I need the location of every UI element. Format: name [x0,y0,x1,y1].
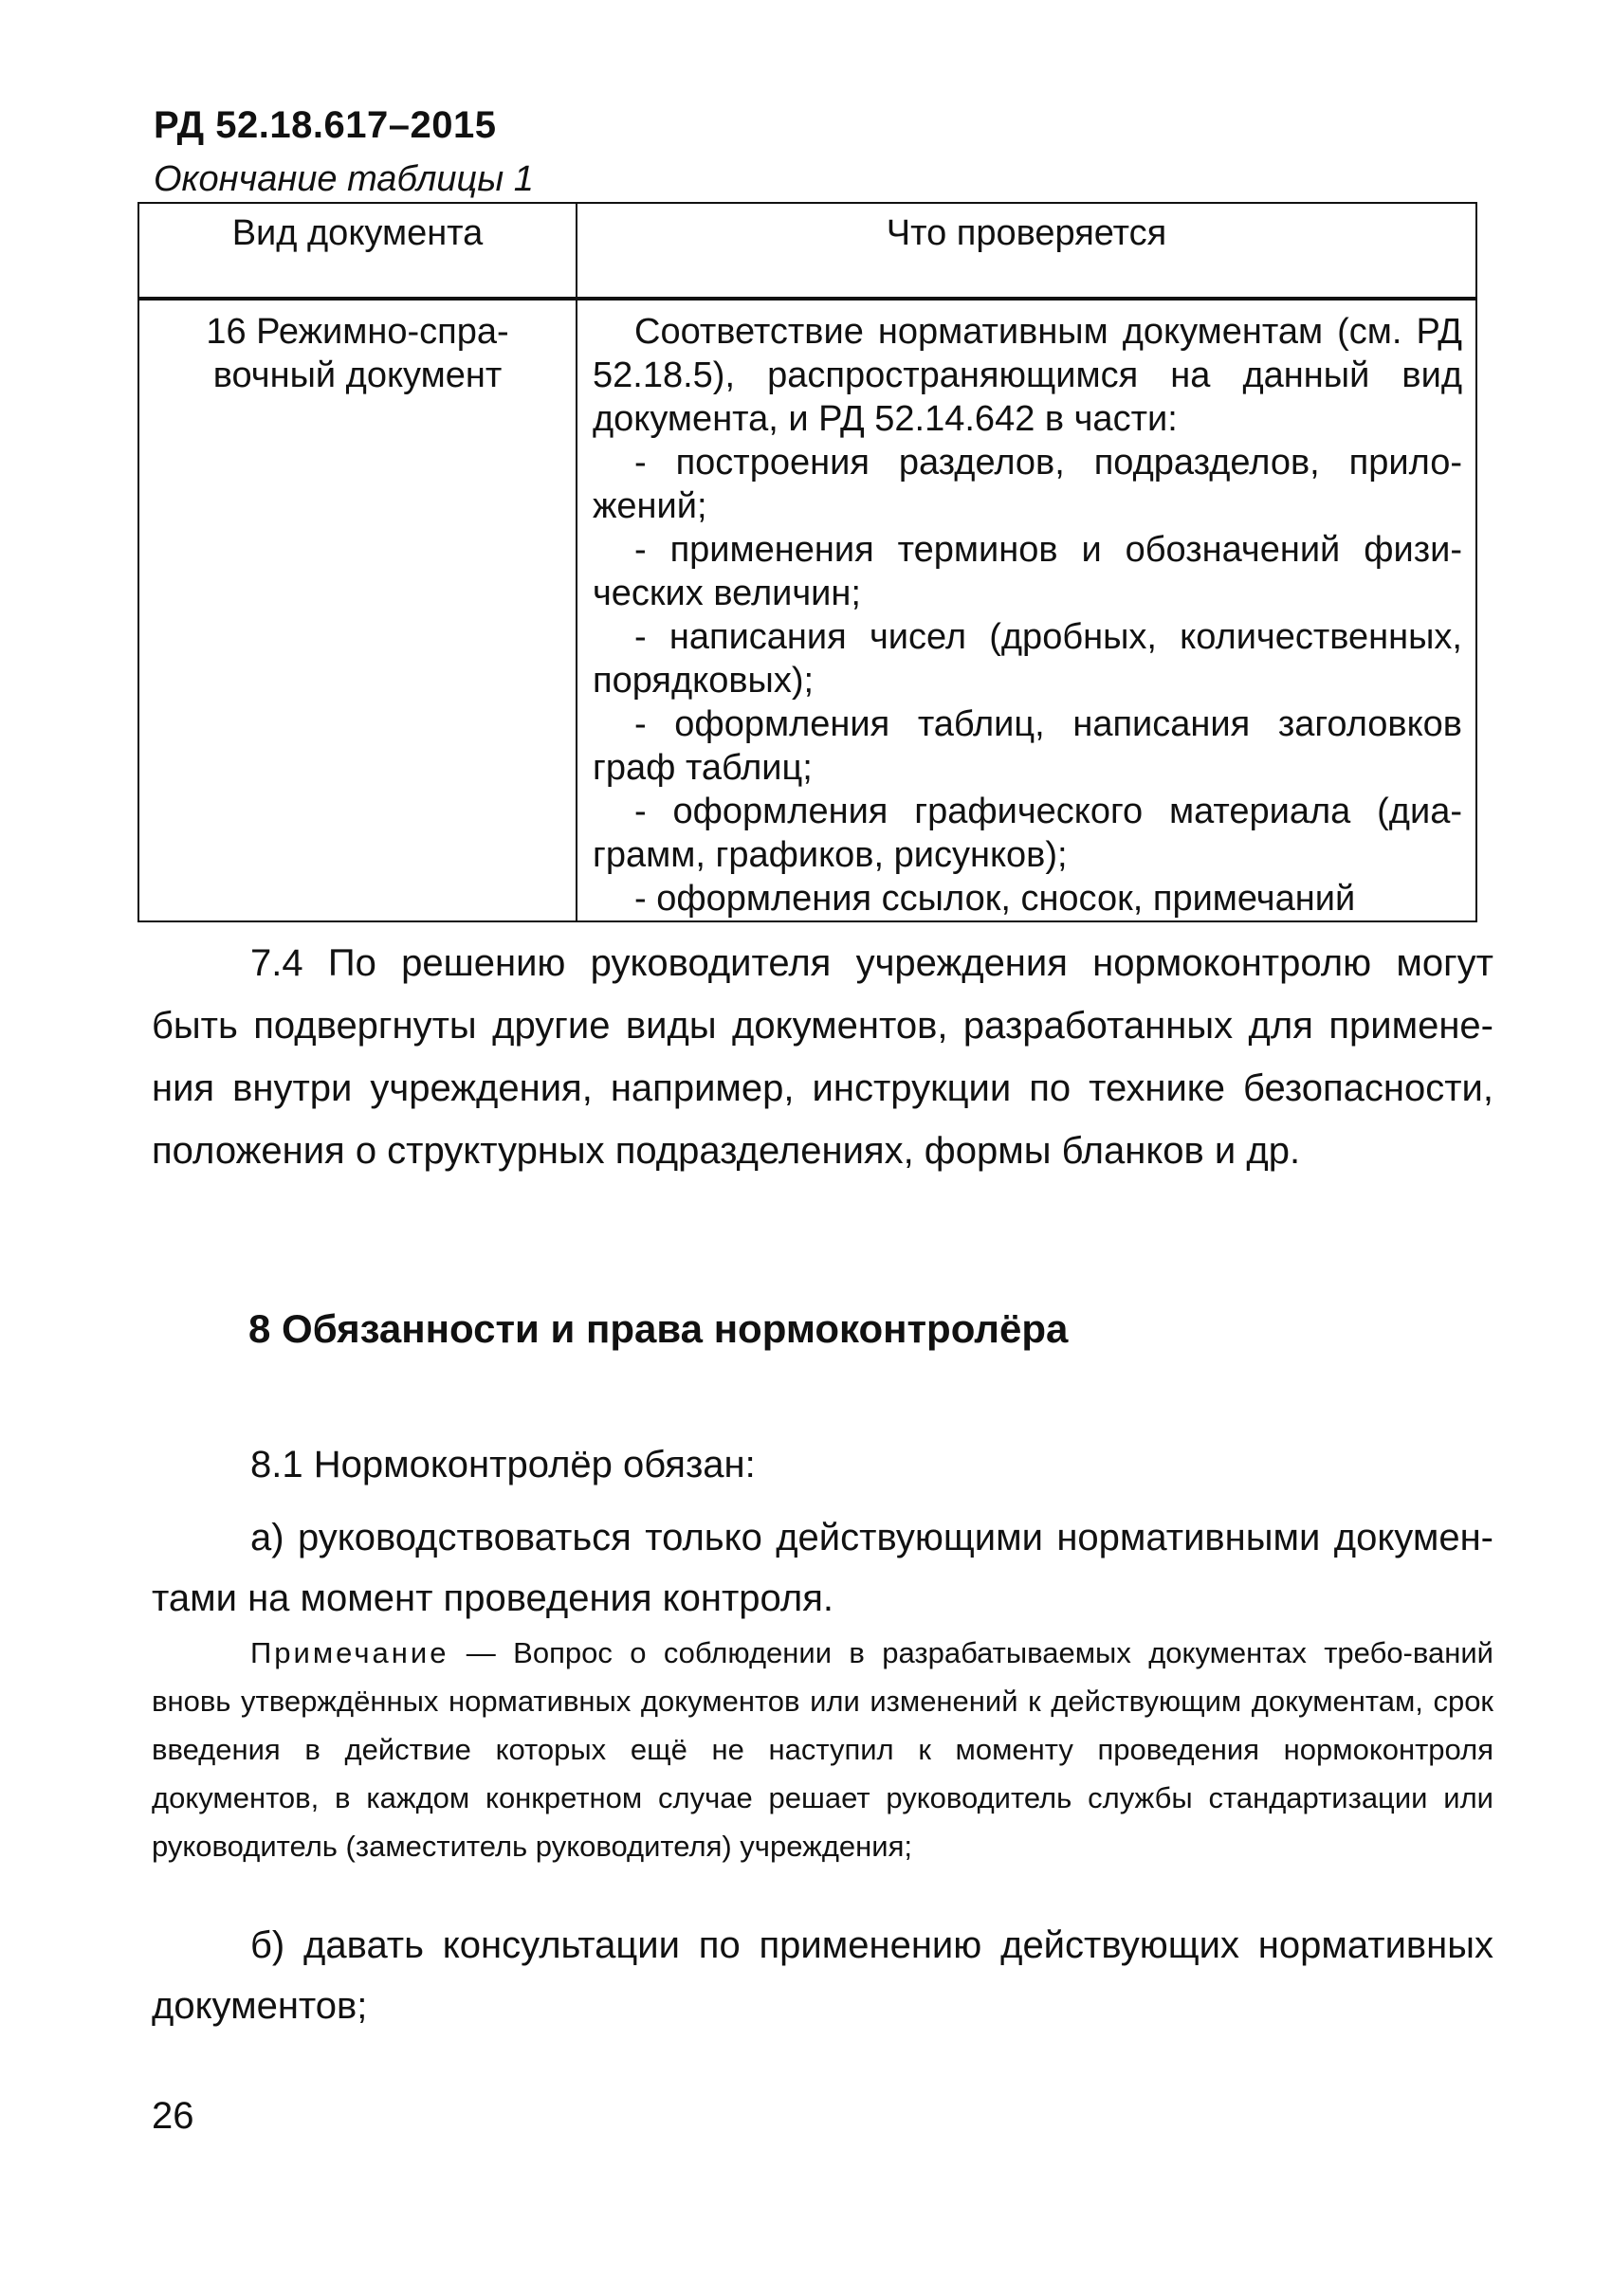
column-header-what-is-checked: Что проверяется [577,203,1476,299]
document-id: РД 52.18.617–2015 [154,104,497,146]
checks-cell [577,299,1476,921]
table-row [138,299,1476,921]
list-item: - применения терминов и обозначений физи-ческих величин; [593,530,1462,613]
column-header-document-type: Вид документа [138,203,577,299]
list-item: - оформления ссылок, сносок, примечаний [634,879,1356,919]
note-paragraph [152,1629,1493,1870]
list-item: - оформления графического материала (диа-грамм, графиков, рисунков); [593,792,1462,875]
note-label: Примечание [250,1636,449,1669]
checks-intro: Соответствие нормативным документам (см. РД 52.18.5), распространяющимся на данный вид документа, и РД 52.14.642 в части: [593,312,1462,439]
note-text: — Вопрос о соблюдении в разрабатываемых документах требо-ваний вновь утверждённых нормативных документов или изменений к действующим документам, срок введения в действие которых ещё не наступил к моменту проведения нормоконтроля документов, в каждом конкретном случае решает руководитель службы стандартизации или руководитель (заместитель руководителя) учреждения; [152,1636,1493,1863]
document-type-line: 16 Режимно-спра- [206,312,509,352]
list-item-a: а) руководствоваться только действующими нормативными докумен-тами на момент проведения контроля. [152,1517,1493,1619]
requirements-table [137,202,1477,922]
paragraph-8-1: 8.1 Нормоконтролёр обязан: [250,1444,756,1485]
table-header-row [138,203,1476,299]
list-item: - построения разделов, подразделов, прило-жений; [593,443,1462,526]
paragraph-7-4: 7.4 По решению руководителя учреждения нормоконтролю могут быть подвергнуты другие виды документов, разработанных для примене-ния внутри учреждения, например, инструкции по технике безопасности, положения о структурных подразделениях, формы бланков и др. [152,942,1493,1172]
document-type-cell [138,299,577,921]
document-type-line: вочный документ [212,355,503,395]
list-item: - оформления таблиц, написания заголовков граф таблиц; [593,704,1462,788]
table-caption: Окончание таблицы 1 [154,159,534,199]
section-heading: 8 Обязанности и права нормоконтролёра [248,1306,1069,1351]
page-number: 26 [152,2095,194,2137]
list-item: - написания чисел (дробных, количественных, порядковых); [593,617,1462,701]
checks-list [593,441,1462,920]
list-item-b: б) давать консультации по применению действующих нормативных документов; [152,1924,1493,2027]
